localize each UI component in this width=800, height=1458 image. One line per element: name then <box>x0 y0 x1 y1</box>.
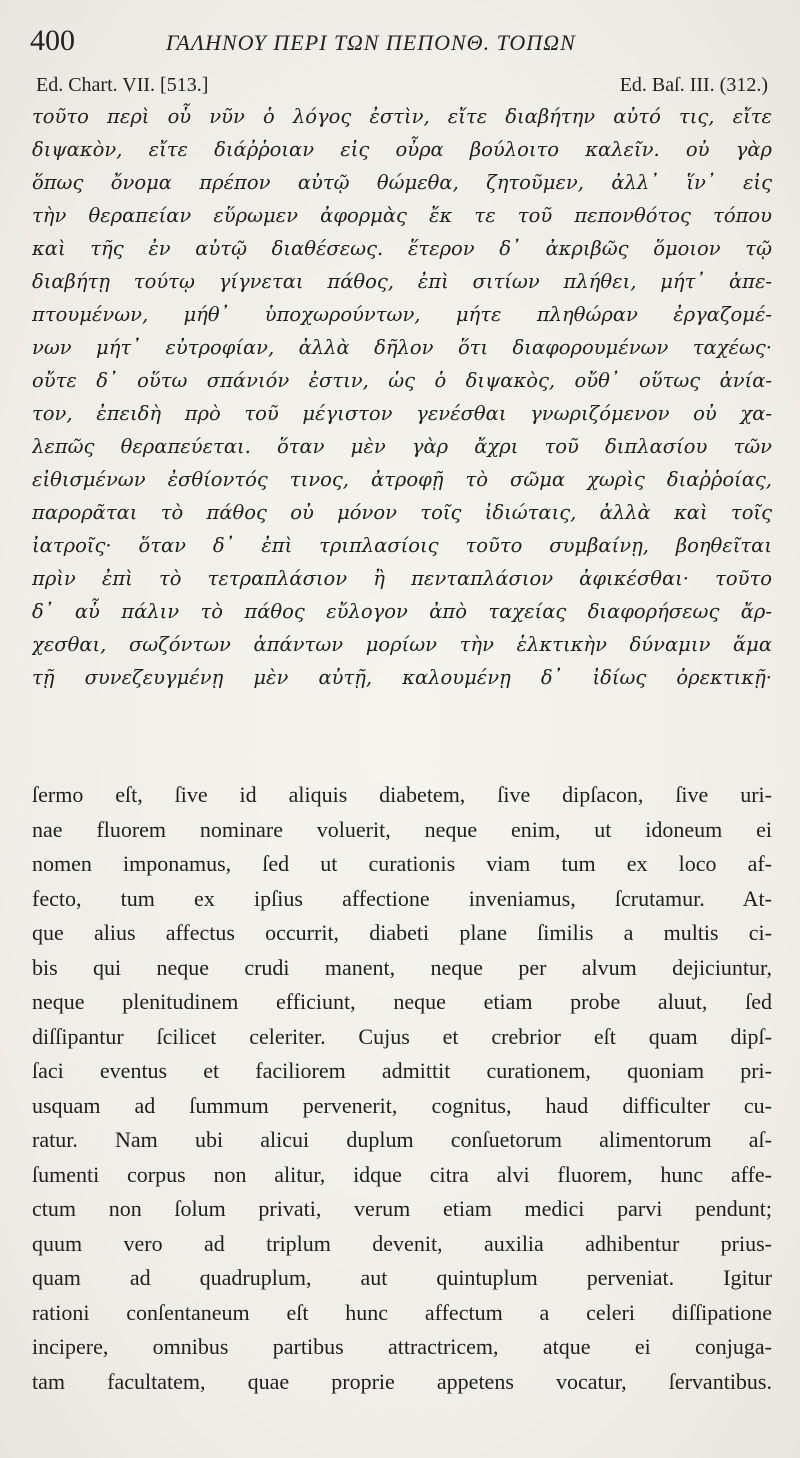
greek-text-line: τῇ συνεζευγμένῃ μὲν αὐτῇ, καλουμένῃ δ᾽ ἰδίως ὀρεκτικῇ· <box>32 666 772 689</box>
greek-text-line: ἰατροῖς· ὅταν δ᾽ ἐπὶ τριπλασίοις τοῦτο συμβαίνῃ, βοηθεῖται <box>32 534 772 557</box>
greek-text-line: νων μήτ᾽ εὐτροφίαν, ἀλλὰ δῆλον ὅτι διαφορουμένων ταχέως· <box>32 336 772 359</box>
latin-text-line: tam facultatem, quae proprie appetens vocatur, ſervantibus. <box>32 1368 772 1394</box>
running-head <box>30 24 776 64</box>
latin-text-line: neque plenitudinem efficiunt, neque etiam probe aluut, ſed <box>32 989 772 1014</box>
greek-text-line: διαβήτῃ τούτῳ γίγνεται πάθος, ἐπὶ σιτίων πλήθει, μήτ᾽ ἀπε- <box>32 270 772 293</box>
edition-reference-left: Ed. Chart. VII. [513.] <box>36 74 209 96</box>
running-title: ΓΑΛΗΝΟΥ ΠΕΡΙ ΤΩΝ ΠΕΠΟΝΘ. ΤΟΠΩΝ <box>166 30 576 55</box>
latin-text-line: quam ad quadruplum, aut quintuplum perveniat. Igitur <box>32 1265 772 1290</box>
page-number: 400 <box>30 24 75 57</box>
greek-text-line: δ᾽ αὖ πάλιν τὸ πάθος εὔλογον ἀπὸ ταχείας διαφορήσεως ἄρ- <box>32 600 772 623</box>
greek-text-line: διψακὸν, εἴτε διάῤῥοιαν εἰς οὖρα βούλοιτο καλεῖν. οὐ γὰρ <box>32 138 772 161</box>
latin-text-line: bis qui neque crudi manent, neque per alvum dejiciuntur, <box>32 954 772 980</box>
greek-text-line: τὴν θεραπείαν εὕρωμεν ἀφορμὰς ἔκ τε τοῦ πεπονθότος τόπου <box>32 204 772 227</box>
latin-text-line: ratur. Nam ubi alicui duplum conſuetorum alimentorum aſ- <box>32 1127 772 1152</box>
latin-text-line: ſaci eventus et faciliorem admittit curationem, quoniam pri- <box>32 1058 772 1083</box>
greek-text-line: χεσθαι, σωζόντων ἁπάντων μορίων τὴν ἑλκτικὴν δύναμιν ἅμα <box>32 633 772 656</box>
greek-text-line: ὅπως ὄνομα πρέπον αὐτῷ θώμεθα, ζητοῦμεν, ἀλλ᾽ ἵν᾽ εἰς <box>32 171 772 194</box>
latin-text-line: fecto, tum ex ipſius affectione inveniamus, ſcrutamur. At- <box>32 885 772 911</box>
greek-text-line: πτουμένων, μήθ᾽ ὑποχωρούντων, μήτε πληθώραν ἐργαζομέ- <box>32 303 772 326</box>
greek-text-block <box>32 100 772 694</box>
edition-reference-right: Ed. Baſ. III. (312.) <box>619 74 768 96</box>
greek-text-line: λεπῶς θεραπεύεται. ὅταν μὲν γὰρ ἄχρι τοῦ διπλασίου τῶν <box>32 435 772 458</box>
latin-text-line: nomen imponamus, ſed ut curationis viam tum ex loco af- <box>32 851 772 876</box>
latin-text-line: quum vero ad triplum devenit, auxilia adhibentur prius- <box>32 1230 772 1256</box>
latin-text-line: usquam ad ſummum pervenerit, cognitus, haud difficulter cu- <box>32 1092 772 1118</box>
latin-text-line: ſermo eſt, ſive id aliquis diabetem, ſive dipſacon, ſive uri- <box>32 782 772 807</box>
latin-text-line: incipere, omnibus partibus attractricem, atque ei conjuga- <box>32 1334 772 1359</box>
greek-text-line: καὶ τῆς ἐν αὐτῷ διαθέσεως. ἕτερον δ᾽ ἀκριβῶς ὅμοιον τῷ <box>32 237 772 260</box>
greek-text-line: οὔτε δ᾽ οὕτω σπάνιόν ἐστιν, ὡς ὁ διψακὸς, οὔθ᾽ οὕτως ἀνία- <box>32 369 772 392</box>
latin-text-block <box>32 778 772 1399</box>
greek-text-line: εἰθισμένων ἐσθίοντός τινος, ἀτροφῇ τὸ σῶμα χωρὶς διαῤῥοίας, <box>32 468 772 491</box>
latin-text-line: nae fluorem nominare voluerit, neque enim, ut idoneum ei <box>32 816 772 842</box>
edition-reference-line <box>36 74 768 97</box>
greek-text-line: πρὶν ἐπὶ τὸ τετραπλάσιον ἢ πενταπλάσιον ἀφικέσθαι· τοῦτο <box>32 567 772 590</box>
latin-text-line: diſſipantur ſcilicet celeriter. Cujus et crebrior eſt quam dipſ- <box>32 1023 772 1049</box>
greek-text-line: παρορᾶται τὸ πάθος οὐ μόνον τοῖς ἰδιώταις, ἀλλὰ καὶ τοῖς <box>32 501 772 524</box>
greek-text-line: τον, ἐπειδὴ πρὸ τοῦ μέγιστον γενέσθαι γνωριζόμενον οὐ χα- <box>32 402 772 425</box>
latin-text-line: rationi conſentaneum eſt hunc affectum a celeri diſſipatione <box>32 1299 772 1325</box>
latin-text-line: ſumenti corpus non alitur, idque citra alvi fluorem, hunc affe- <box>32 1161 772 1187</box>
latin-text-line: que alius affectus occurrit, diabeti plane ſimilis a multis ci- <box>32 920 772 945</box>
latin-text-line: ctum non ſolum privati, verum etiam medici parvi pendunt; <box>32 1196 772 1221</box>
greek-text-line: τοῦτο περὶ οὗ νῦν ὁ λόγος ἐστὶν, εἴτε διαβήτην αὐτό τις, εἴτε <box>32 105 772 128</box>
